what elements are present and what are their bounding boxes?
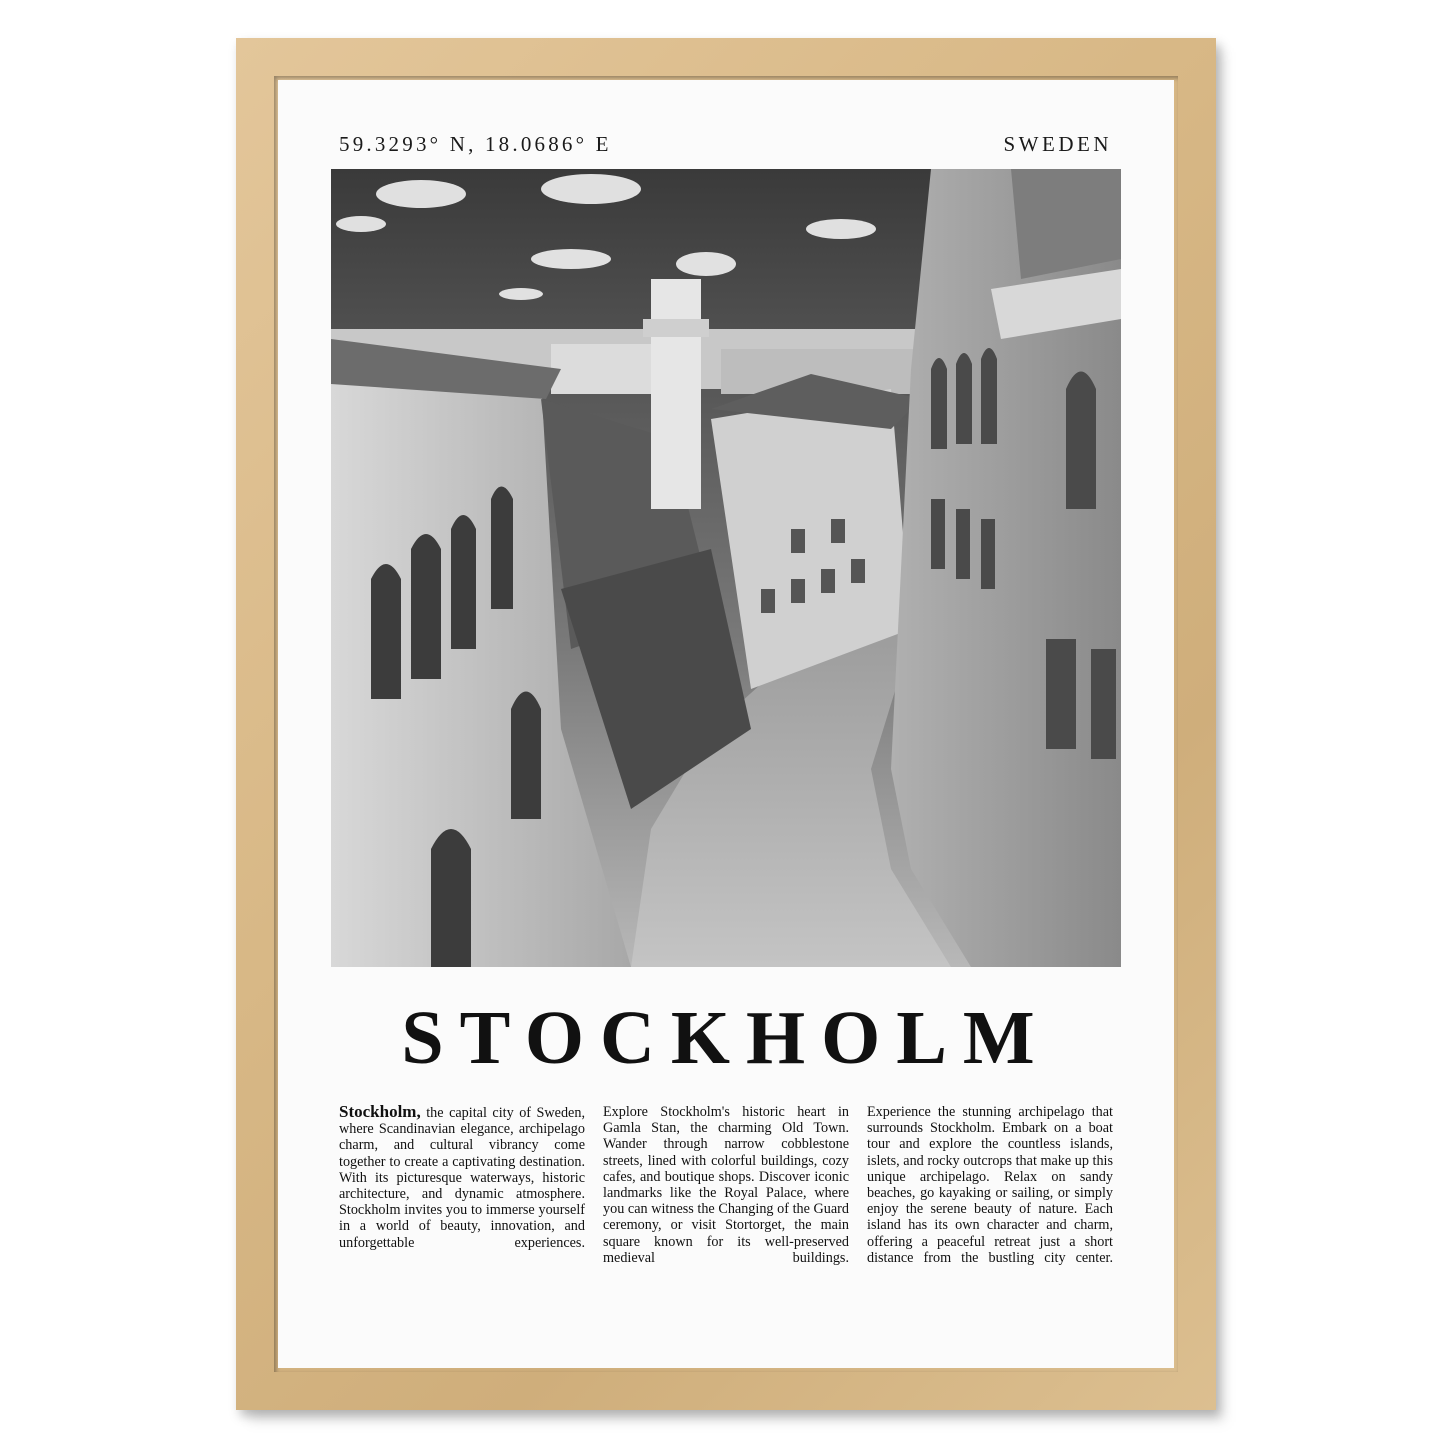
description-column-1 — [339, 1104, 585, 1251]
column-1-text: the capital city of Sweden, where Scandinavian elegance, archipelago charm, and cultural vibrancy come together to create a captivating destination. With its picturesque waterways, historic architecture, and dynamic atmosphere. Stockholm invites you to immerse yourself in a world of beauty, innovation, and unforgettable experiences. — [339, 1105, 585, 1251]
street-photo — [331, 169, 1121, 967]
column-1-lead: Stockholm, — [339, 1102, 421, 1121]
city-title: STOCKHOLM — [401, 996, 1051, 1080]
column-2-text: Explore Stockholm's historic heart in Gamla Stan, the charming Old Town. Wander through narrow cobblestone streets, lined with colorful buildings, cozy cafes, and boutique shops. Discover iconic landmarks like the Royal Palace, where you can witness the Changing of the Guard ceremony, or visit Stortorget, the main square known for its well-preserved medieval buildings. — [603, 1104, 849, 1266]
column-3-text: Experience the stunning archipelago that surrounds Stockholm. Embark on a boat tour and explore the countless islands, islets, and rocky outcrops that make up this unique archipelago. Relax on sandy beaches, go kayaking or sailing, or simply enjoy the serene beauty of nature. Each island has its own character and charm, offering a peaceful retreat just a short distance from the bustling city center. — [867, 1104, 1113, 1266]
country-label: SWEDEN — [1003, 132, 1112, 156]
coordinates-label: 59.3293° N, 18.0686° E — [339, 132, 612, 156]
description-column-2 — [603, 1104, 849, 1266]
description-column-3 — [867, 1104, 1113, 1266]
